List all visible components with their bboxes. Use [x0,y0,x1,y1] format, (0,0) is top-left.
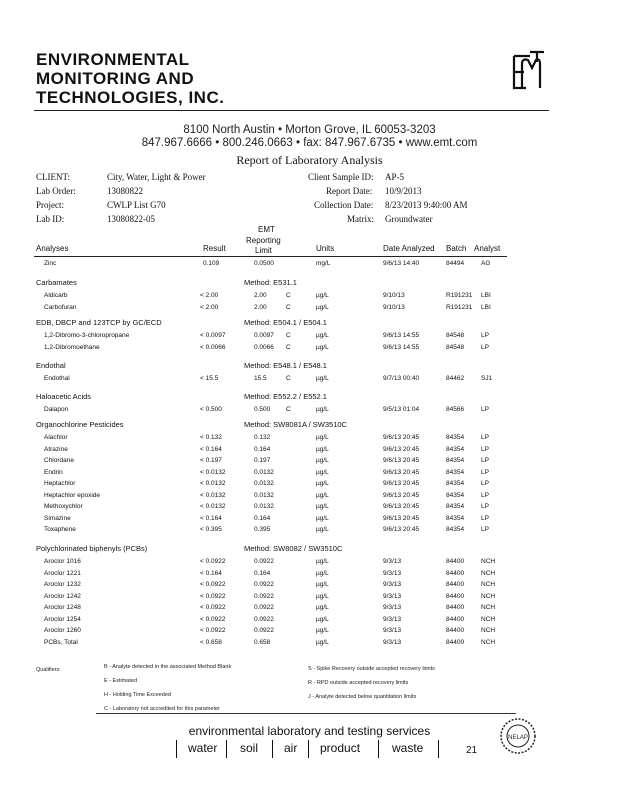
table-row [0,492,619,503]
analyte-qualifier: C [286,406,291,413]
analyte-date: 9/6/13 20:45 [383,457,420,464]
footer-divider [308,740,309,758]
analyte-date: 9/10/13 [383,303,405,311]
analyte-units: µg/L [316,343,329,351]
analyte-units: µg/L [316,604,329,611]
matrix-label: Matrix: [347,214,374,224]
analyte-date: 9/5/13 01:04 [383,406,420,413]
analyte-batch: 84400 [446,638,465,646]
analyte-batch: 84400 [446,615,465,623]
analyte-analyst: NCH [481,615,496,623]
analyte-date: 9/10/13 [383,292,405,299]
analyte-batch: 84400 [446,558,465,565]
analyte-units: µg/L [316,434,329,441]
matrix-value: Groundwater [385,214,433,224]
analyte-rl: 0.395 [254,526,271,533]
footer-divider [272,740,273,758]
analyte-name: Aldicarb [44,292,68,299]
client-sample-label: Client Sample ID: [308,172,374,182]
qualifier-b: B - Analyte detected in the associated Method Blank [104,664,232,670]
analyte-analyst: LP [481,514,489,522]
analyte-name: Aroclor 1221 [44,569,81,577]
collection-date-label: Collection Date: [314,200,374,210]
analyte-batch: 84354 [446,445,465,453]
analyte-units: µg/L [316,526,329,533]
analyte-result: < 0.500 [200,406,222,413]
table-row [0,304,619,315]
analyte-batch: R191231 [446,303,473,311]
qualifier-e: E - Estimated [104,678,138,684]
analyte-batch: 84548 [446,343,465,351]
analyte-result: < 0.164 [200,445,222,453]
table-row [0,375,619,386]
analyte-result: < 0.0922 [200,604,226,611]
section-title: Endothal [36,361,66,370]
analyte-result: < 0.0922 [200,592,226,600]
analyte-result: < 0.132 [200,434,222,441]
analyte-name: Aroclor 1248 [44,604,81,611]
analyte-units: µg/L [316,457,329,464]
analyte-analyst: LP [481,480,489,487]
qualifier-c: C - Laboratory not accredited for this parameter [104,706,220,712]
analyte-result: 0.109 [203,260,220,267]
analyte-units: µg/L [316,592,329,600]
analyte-date: 9/3/13 [383,569,402,577]
analyte-units: µg/L [316,292,329,299]
analyte-units: µg/L [316,375,329,382]
collection-date-value: 8/23/2013 9:40:00 AM [385,200,468,210]
client-value: City, Water, Light & Power [107,172,206,182]
analyte-date: 9/6/13 20:45 [383,480,420,487]
footer-item-air: air [284,741,298,755]
analyte-rl: 2.00 [254,303,267,311]
analyte-units: µg/L [316,303,329,311]
footer-divider [226,740,227,758]
section-title: Haloacetic Acids [36,392,92,401]
analyte-units: µg/L [316,468,329,476]
table-row [0,604,619,615]
analyte-name: Alachlor [44,434,68,441]
analyte-units: µg/L [316,638,329,646]
analyte-rl: 0.0132 [254,480,274,487]
analyte-result: < 0.164 [200,514,222,522]
footer-divider [438,740,439,758]
analyte-name: Aroclor 1242 [44,592,81,600]
analyte-batch: 84354 [446,468,465,476]
analyte-name: Toxaphene [44,526,76,533]
section-method: Method: SW8081A / SW3510C [244,420,347,429]
analyte-date: 9/6/13 20:45 [383,514,420,522]
analyte-batch: 84354 [446,503,465,510]
section-title: Polychlorinated biphenyls (PCBs) [36,544,148,553]
analyte-name: 1,2-Dibromoethane [44,343,100,351]
lab-order-value: 13080822 [107,186,143,196]
analyte-analyst: NCH [481,569,496,577]
analyte-rl: 15.5 [254,375,267,382]
analyte-result: < 2.00 [200,303,219,311]
analyte-result: < 2.00 [200,292,219,299]
header-batch: Batch [446,244,467,253]
analyte-date: 9/3/13 [383,581,402,588]
lab-id-label: Lab ID: [36,214,65,224]
analyte-date: 9/7/13 00:40 [383,375,420,382]
analyte-name: Dalapon [44,406,69,413]
table-row [0,558,619,569]
table-row [0,526,619,537]
analyte-date: 9/6/13 20:45 [383,434,420,441]
analyte-batch: 84566 [446,406,465,413]
analyte-batch: 84400 [446,581,465,588]
footer-item-soil: soil [240,741,259,755]
analyte-rl: 0.0922 [254,581,274,588]
header-units: Units [316,244,335,253]
header-rl-line2: Reporting [246,236,281,245]
section-method: Method: E531.1 [244,278,297,287]
analyte-analyst: LP [481,491,489,499]
qualifiers-label: Qualifiers: [36,667,61,673]
analyte-analyst: LBI [481,303,491,311]
page-number: 21 [466,745,478,756]
table-row [0,469,619,480]
analyte-result: < 0.164 [200,569,222,577]
table-row [0,292,619,303]
analyte-rl: 0.197 [254,457,271,464]
analyte-analyst: NCH [481,638,496,646]
analyte-rl: 0.0922 [254,627,274,634]
analyte-date: 9/6/13 14:55 [383,332,420,339]
analyte-units: µg/L [316,480,329,487]
company-name-line3: TECHNOLOGIES, INC. [36,88,225,107]
qualifier-h: H - Holding Time Exceeded [104,692,171,698]
table-row [0,434,619,445]
analyte-qualifier: C [286,375,291,382]
footer-divider [176,740,177,758]
analyte-qualifier: C [286,332,291,339]
analyte-result: < 0.0066 [200,343,226,351]
header-rl-line3: Limit [255,246,272,255]
analyte-date: 9/6/13 14:55 [383,343,420,351]
analyte-batch: R191231 [446,292,473,299]
analyte-batch: 84462 [446,375,465,382]
analyte-name: Simazine [44,514,71,522]
analyte-batch: 84354 [446,434,465,441]
analyte-name: Aroclor 1016 [44,558,81,565]
analyte-rl: 0.0132 [254,468,274,476]
company-name-line1: ENVIRONMENTAL [36,50,190,69]
analyte-name: Carbofuran [44,303,77,311]
analyte-batch: 84494 [446,260,465,267]
analyte-rl: 0.0132 [254,491,274,499]
footer-item-waste: waste [392,741,424,755]
analyte-name: Atrazine [44,445,68,453]
analyte-analyst: NCH [481,592,496,600]
phones: 847.967.6666 • 800.246.0663 • fax: 847.967.6735 • www.emt.com [141,137,478,149]
analyte-analyst: LP [481,503,489,510]
header-rule [34,110,549,111]
analyte-rl: 0.658 [254,638,271,646]
footer-item-water: water [188,741,218,755]
table-row [0,616,619,627]
analyte-units: µg/L [316,627,329,634]
analyte-analyst: LP [481,406,489,413]
analyte-name: 1,2-Dibromo-3-chloropropane [44,332,130,339]
analyte-batch: 84354 [446,526,465,533]
analyte-name: Chlordane [44,457,74,464]
analyte-name: Heptachlor [44,480,76,487]
analyte-batch: 84354 [446,480,465,487]
project-value: CWLP List G70 [107,200,166,210]
analyte-analyst: LBI [481,292,491,299]
analyte-date: 9/6/13 20:45 [383,468,420,476]
analyte-date: 9/6/13 20:45 [383,503,420,510]
analyte-date: 9/3/13 [383,638,402,646]
analyte-batch: 84354 [446,514,465,522]
header-rl-line1: EMT [258,225,275,234]
analyte-date: 9/3/13 [383,592,402,600]
analyte-result: < 0.0922 [200,581,226,588]
analyte-analyst: LP [481,526,489,533]
analyte-units: µg/L [316,406,329,413]
table-row [0,332,619,343]
analyte-units: µg/L [316,581,329,588]
analyte-date: 9/6/13 20:45 [383,445,420,453]
analyte-batch: 84354 [446,491,465,499]
analyte-result: < 0.0132 [200,503,226,510]
analyte-rl: 0.0066 [254,343,274,351]
analyte-rl: 0.0132 [254,503,274,510]
analyte-name: Heptachlor epoxide [44,491,101,499]
analyte-batch: 84400 [446,592,465,600]
analyte-units: µg/L [316,615,329,623]
analyte-analyst: LP [481,434,489,441]
header-analyst: Analyst [474,244,501,253]
report-date-label: Report Date: [326,186,373,196]
analyte-analyst: NCH [481,581,496,588]
analyte-units: µg/L [316,569,329,577]
table-row [0,260,619,271]
section-title: Organochlorine Pesticides [36,420,124,429]
analyte-qualifier: C [286,343,291,351]
table-row [0,581,619,592]
analyte-rl: 0.0922 [254,615,274,623]
analyte-batch: 84400 [446,569,465,577]
analyte-units: µg/L [316,503,329,510]
report-date-value: 10/9/2013 [385,186,422,196]
analyte-analyst: LP [481,457,489,464]
section-method: Method: E552.2 / E552.1 [244,392,327,401]
company-name [36,50,224,107]
analyte-analyst: LP [481,343,489,351]
analyte-analyst: NCH [481,558,496,565]
company-name-line2: MONITORING AND [36,69,195,88]
analyte-units: µg/L [316,514,329,522]
analyte-result: < 0.197 [200,457,222,464]
table-header-rule [34,256,507,257]
section-title: EDB, DBCP and 123TCP by GC/ECD [36,318,162,327]
analyte-result: < 0.0097 [200,332,226,339]
analyte-rl: 0.0922 [254,592,274,600]
analyte-result: < 0.658 [200,638,222,646]
analyte-batch: 84400 [446,627,465,634]
analyte-analyst: NCH [481,627,496,634]
analyte-date: 9/6/13 20:45 [383,491,420,499]
analyte-date: 9/3/13 [383,604,402,611]
analyte-units: µg/L [316,332,329,339]
analyte-result: < 0.0922 [200,615,226,623]
table-row [0,446,619,457]
analyte-name: Aroclor 1232 [44,581,81,588]
analyte-analyst: NCH [481,604,496,611]
table-row [0,515,619,526]
analyte-rl: 0.0922 [254,604,274,611]
lab-order-label: Lab Order: [36,186,76,196]
analyte-units: µg/L [316,445,329,453]
seal-text: NELAP [508,735,528,741]
analyte-result: < 0.0922 [200,558,226,565]
footer-divider [378,740,379,758]
header-result: Result [203,244,226,253]
qualifiers-rule [96,713,516,714]
analyte-rl: 0.164 [254,514,271,522]
report-title: Report of Laboratory Analysis [236,153,383,167]
table-row [0,480,619,491]
analyte-rl: 2.00 [254,292,267,299]
analyte-date: 9/3/13 [383,627,402,634]
analyte-result: < 0.395 [200,526,222,533]
analyte-result: < 0.0132 [200,468,226,476]
analyte-name: Zinc [44,260,57,267]
analyte-result: < 0.0922 [200,627,226,634]
client-label: CLIENT: [36,172,71,182]
analyte-rl: 0.164 [254,569,271,577]
table-row [0,593,619,604]
analyte-name: Endothal [44,375,70,382]
analyte-rl: 0.500 [254,406,271,413]
analyte-units: µg/L [316,558,329,565]
analyte-rl: 0.132 [254,434,271,441]
analyte-date: 9/3/13 [383,558,402,565]
project-label: Project: [36,200,64,210]
table-row [0,570,619,581]
analyte-batch: 84400 [446,604,465,611]
table-row [0,344,619,355]
analyte-batch: 84354 [446,457,465,464]
header-date-analyzed: Date Analyzed [383,244,435,253]
footer-tagline: environmental laboratory and testing services [188,724,431,738]
analyte-analyst: LP [481,332,489,339]
table-row [0,406,619,417]
table-row [0,457,619,468]
table-row [0,639,619,650]
analyte-date: 9/6/13 14:40 [383,260,420,267]
analyte-rl: 0.0097 [254,332,274,339]
table-row [0,627,619,638]
analyte-date: 9/6/13 20:45 [383,526,420,533]
qualifier-s: S - Spike Recovery outside accepted recovery limits [308,666,435,672]
section-method: Method: E548.1 / E548.1 [244,361,327,370]
analyte-analyst: LP [481,468,489,476]
qualifier-r: R - RPD outside accepted recovery limits [308,680,409,686]
analyte-name: Aroclor 1260 [44,627,81,634]
analyte-name: PCBs, Total [44,638,78,646]
section-title: Carbamates [36,278,77,287]
client-sample-value: AP-5 [385,172,405,182]
analyte-qualifier: C [286,303,291,311]
header-analyses: Analyses [36,244,69,253]
analyte-name: Aroclor 1254 [44,615,81,623]
analyte-name: Endrin [44,468,63,476]
analyte-batch: 84548 [446,332,465,339]
analyte-result: < 0.0132 [200,491,226,499]
emt-logo [500,48,548,96]
analyte-name: Methoxychlor [44,503,83,510]
analyte-qualifier: C [286,292,291,299]
analyte-analyst: LP [481,445,489,453]
qualifier-j: J - Analyte detected below quantitation limits [308,694,417,700]
analyte-analyst: AG [481,260,491,267]
analyte-rl: 0.0922 [254,558,274,565]
analyte-result: < 0.0132 [200,480,226,487]
lab-id-value: 13080822-05 [107,214,155,224]
address: 8100 North Austin • Morton Grove, IL 60053-3203 [183,124,436,136]
analyte-result: < 15.5 [200,375,219,382]
section-method: Method: SW8082 / SW3510C [244,544,343,553]
analyte-rl: 0.164 [254,445,271,453]
table-row [0,503,619,514]
analyte-date: 9/3/13 [383,615,402,623]
analyte-units: µg/L [316,491,329,499]
footer-item-product: product [320,741,361,755]
accreditation-seal-icon [498,716,538,756]
analyte-units: mg/L [316,260,331,267]
analyte-rl: 0.0500 [254,260,274,267]
analyte-analyst: SJ1 [481,375,493,382]
section-method: Method: E504.1 / E504.1 [244,318,327,327]
